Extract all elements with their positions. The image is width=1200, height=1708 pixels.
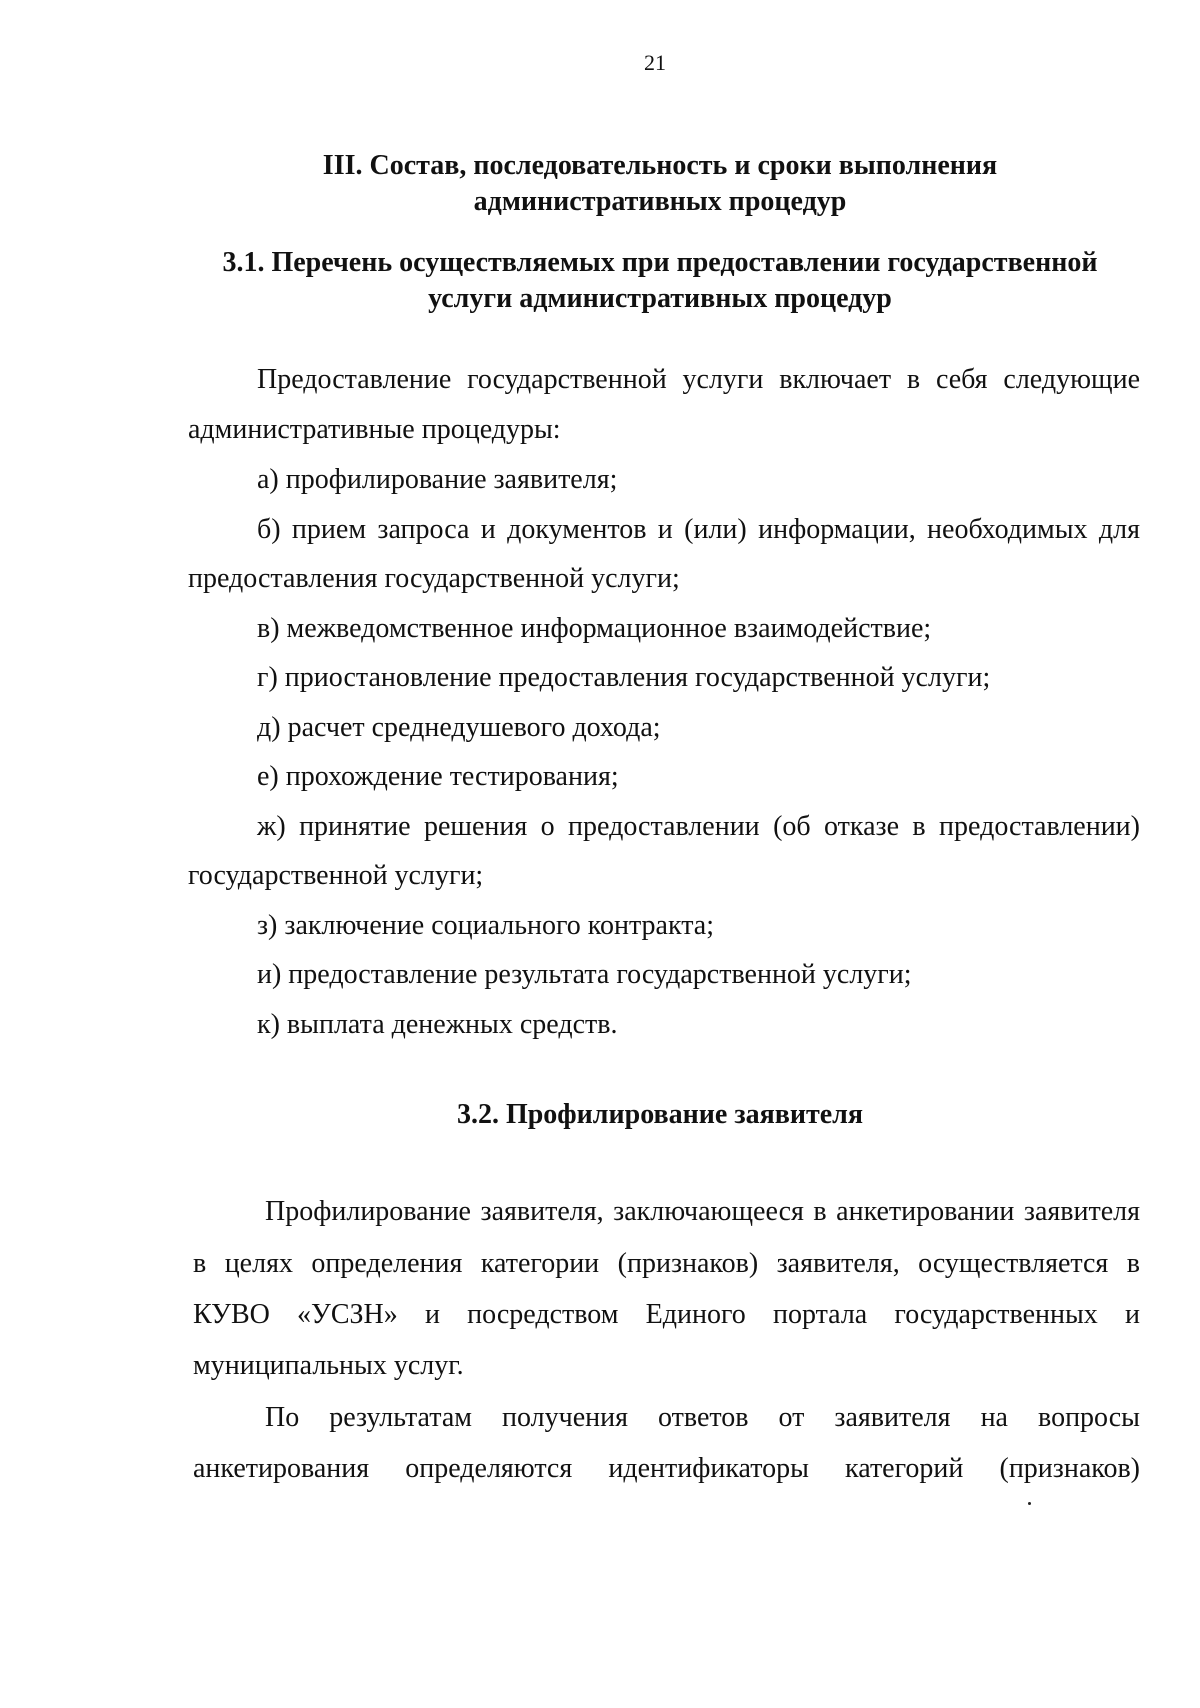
list-item-i: и) предоставление результата государственной услуги; [257, 959, 912, 990]
list-item-z: з) заключение социального контракта; [257, 910, 714, 941]
list-item-b-line-1: б) прием запроса и документов и (или) информации, необходимых для [257, 514, 1140, 545]
intro-line-1: Предоставление государственной услуги включает в себя следующие [257, 364, 1140, 395]
section-3-2-heading [190, 1097, 1130, 1133]
section-3-title-line-2: административных процедур [473, 186, 847, 217]
paragraph-2-line-1: По результатам получения ответов от заявителя на вопросы [265, 1402, 1140, 1433]
list-item-e: е) прохождение тестирования; [257, 761, 619, 792]
list-item-b-line-2: предоставления государственной услуги; [188, 563, 680, 594]
list-item-zh-line-2: государственной услуги; [188, 860, 484, 891]
paragraph-1-line-1: Профилирование заявителя, заключающееся в анкетировании заявителя [265, 1196, 1140, 1227]
list-item-d: д) расчет среднедушевого дохода; [257, 712, 661, 743]
section-3-title-line-1: III. Состав, последовательность и сроки выполнения [322, 150, 998, 181]
section-3-2-title: 3.2. Профилирование заявителя [456, 1099, 864, 1130]
paragraph-2-line-2: анкетирования определяются идентификаторы категорий (признаков) [193, 1453, 1140, 1484]
list-item-v: в) межведомственное информационное взаимодействие; [257, 613, 932, 644]
list-item-g: г) приостановление предоставления государственной услуги; [257, 662, 991, 693]
list-item-k: к) выплата денежных средств. [257, 1009, 618, 1040]
section-3-heading [190, 148, 1130, 220]
list-item-zh-line-1: ж) принятие решения о предоставлении (об отказе в предоставлении) [257, 811, 1140, 842]
paragraph-1-line-2: в целях определения категории (признаков) заявителя, осуществляется в [193, 1248, 1140, 1279]
section-3-1-heading [190, 245, 1130, 317]
paragraph-1-line-4: муниципальных услуг. [193, 1350, 464, 1381]
paragraph-1-line-3: КУВО «УСЗН» и посредством Единого портала государственных и [193, 1299, 1140, 1330]
section-3-1-title-line-1: 3.1. Перечень осуществляемых при предоставлении государственной [222, 247, 1098, 278]
scan-mark [1028, 1502, 1031, 1505]
list-item-a: а) профилирование заявителя; [257, 464, 618, 495]
intro-line-2: административные процедуры: [188, 414, 561, 445]
section-3-1-title-line-2: услуги административных процедур [428, 283, 892, 314]
page-number: 21 [644, 50, 666, 75]
